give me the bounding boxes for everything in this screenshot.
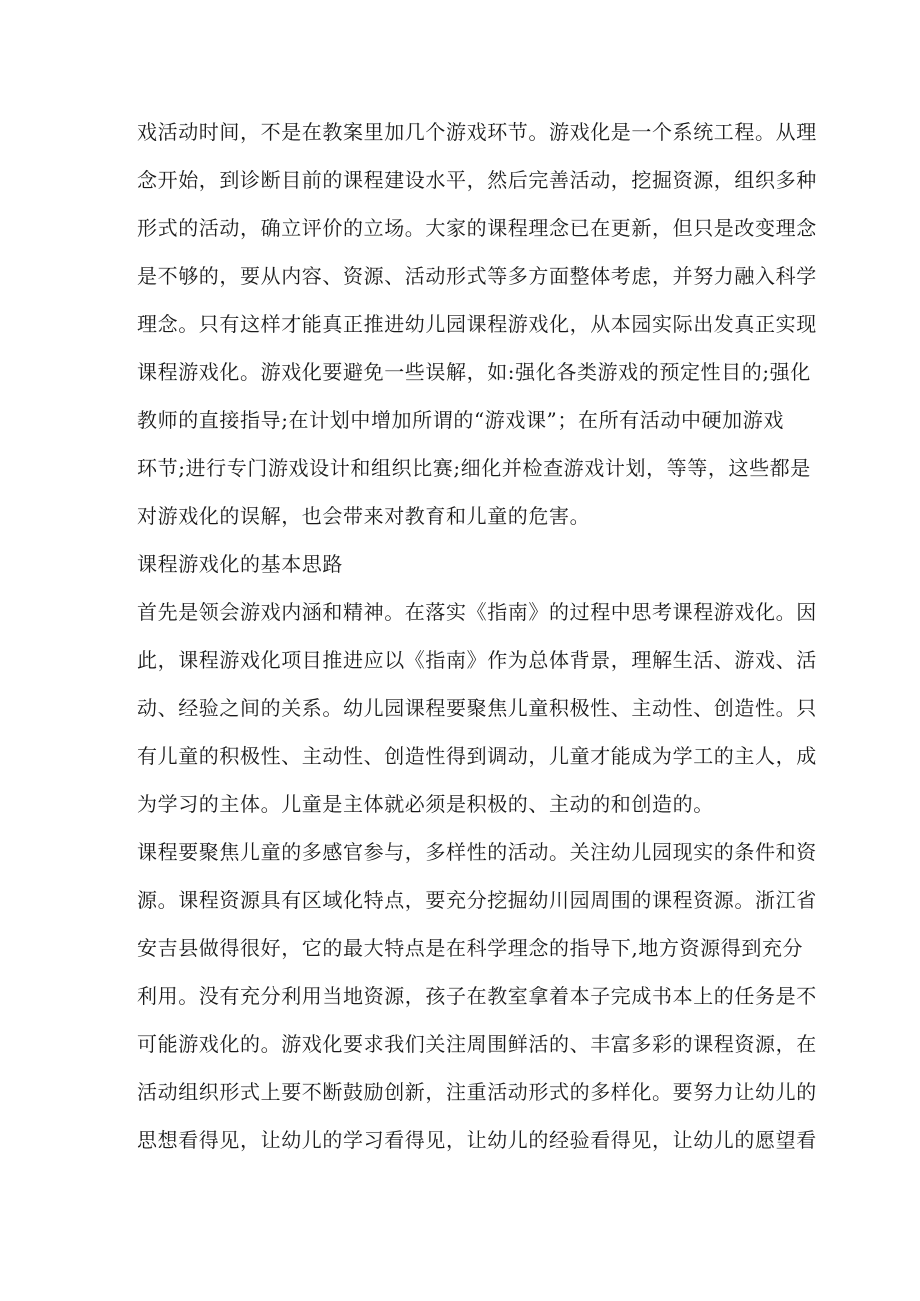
text-line: 为学习的主体。儿童是主体就必须是积极的、主动的和创造的。 [137, 792, 714, 816]
text-line: 有儿童的积极性、主动性、创造性得到调动，儿童才能成为学工的主人，成 [137, 744, 817, 768]
text-line: 利用。没有充分利用当地资源，孩子在教室拿着本子完成书本上的任务是不 [137, 984, 817, 1008]
text-line: 思想看得见，让幼儿的学习看得见，让幼儿的经验看得见，让幼儿的愿望看 [137, 1128, 817, 1152]
text-line: 安吉县做得很好，它的最大特点是在科学理念的指导下,地方资源得到充分 [137, 936, 804, 960]
text-line: 环节;进行专门游戏设计和组织比赛;细化并检查游戏计划，等等，这些都是 [137, 456, 811, 480]
text-line: 戏活动时间，不是在教案里加几个游戏环节。游戏化是一个系统工程。从理 [137, 120, 817, 144]
text-line: 念开始，到诊断目前的课程建设水平，然后完善活动，挖掘资源，组织多种 [137, 168, 817, 192]
text-line: 理念。只有这样才能真正推进幼儿园课程游戏化，从本园实际出发真正实现 [137, 312, 817, 336]
text-line: 动、经验之间的关系。幼儿园课程要聚焦儿童积极性、主动性、创造性。只 [137, 696, 817, 720]
text-line: 首先是领会游戏内涵和精神。在落实《指南》的过程中思考课程游戏化。因 [137, 600, 817, 624]
text-line: 对游戏化的误解，也会带来对教育和儿童的危害。 [137, 504, 591, 528]
text-line: 形式的活动，确立评价的立场。大家的课程理念已在更新，但只是改变理念 [137, 216, 817, 240]
text-line: 可能游戏化的。游戏化要求我们关注周围鲜活的、丰富多彩的课程资源，在 [137, 1032, 817, 1056]
text-line: 活动组织形式上要不断鼓励创新，注重活动形式的多样化。要努力让幼儿的 [137, 1080, 817, 1104]
text-line: 教师的直接指导;在计划中增加所谓的“游戏课”；在所有活动中硬加游戏 [137, 408, 784, 432]
section-heading: 课程游戏化的基本思路 [137, 552, 343, 576]
text-line: 此，课程游戏化项目推进应以《指南》作为总体背景，理解生活、游戏、活 [137, 648, 817, 672]
text-line: 是不够的，要从内容、资源、活动形式等多方面整体考虑，并努力融入科学 [137, 264, 817, 288]
text-line: 源。课程资源具有区域化特点，要充分挖掘幼川园周围的课程资源。浙江省 [137, 888, 817, 912]
text-line: 课程要聚焦儿童的多感官参与，多样性的活动。关注幼儿园现实的条件和资 [137, 840, 817, 864]
text-line: 课程游戏化。游戏化要避免一些误解，如:强化各类游戏的预定性目的;强化 [137, 360, 811, 384]
